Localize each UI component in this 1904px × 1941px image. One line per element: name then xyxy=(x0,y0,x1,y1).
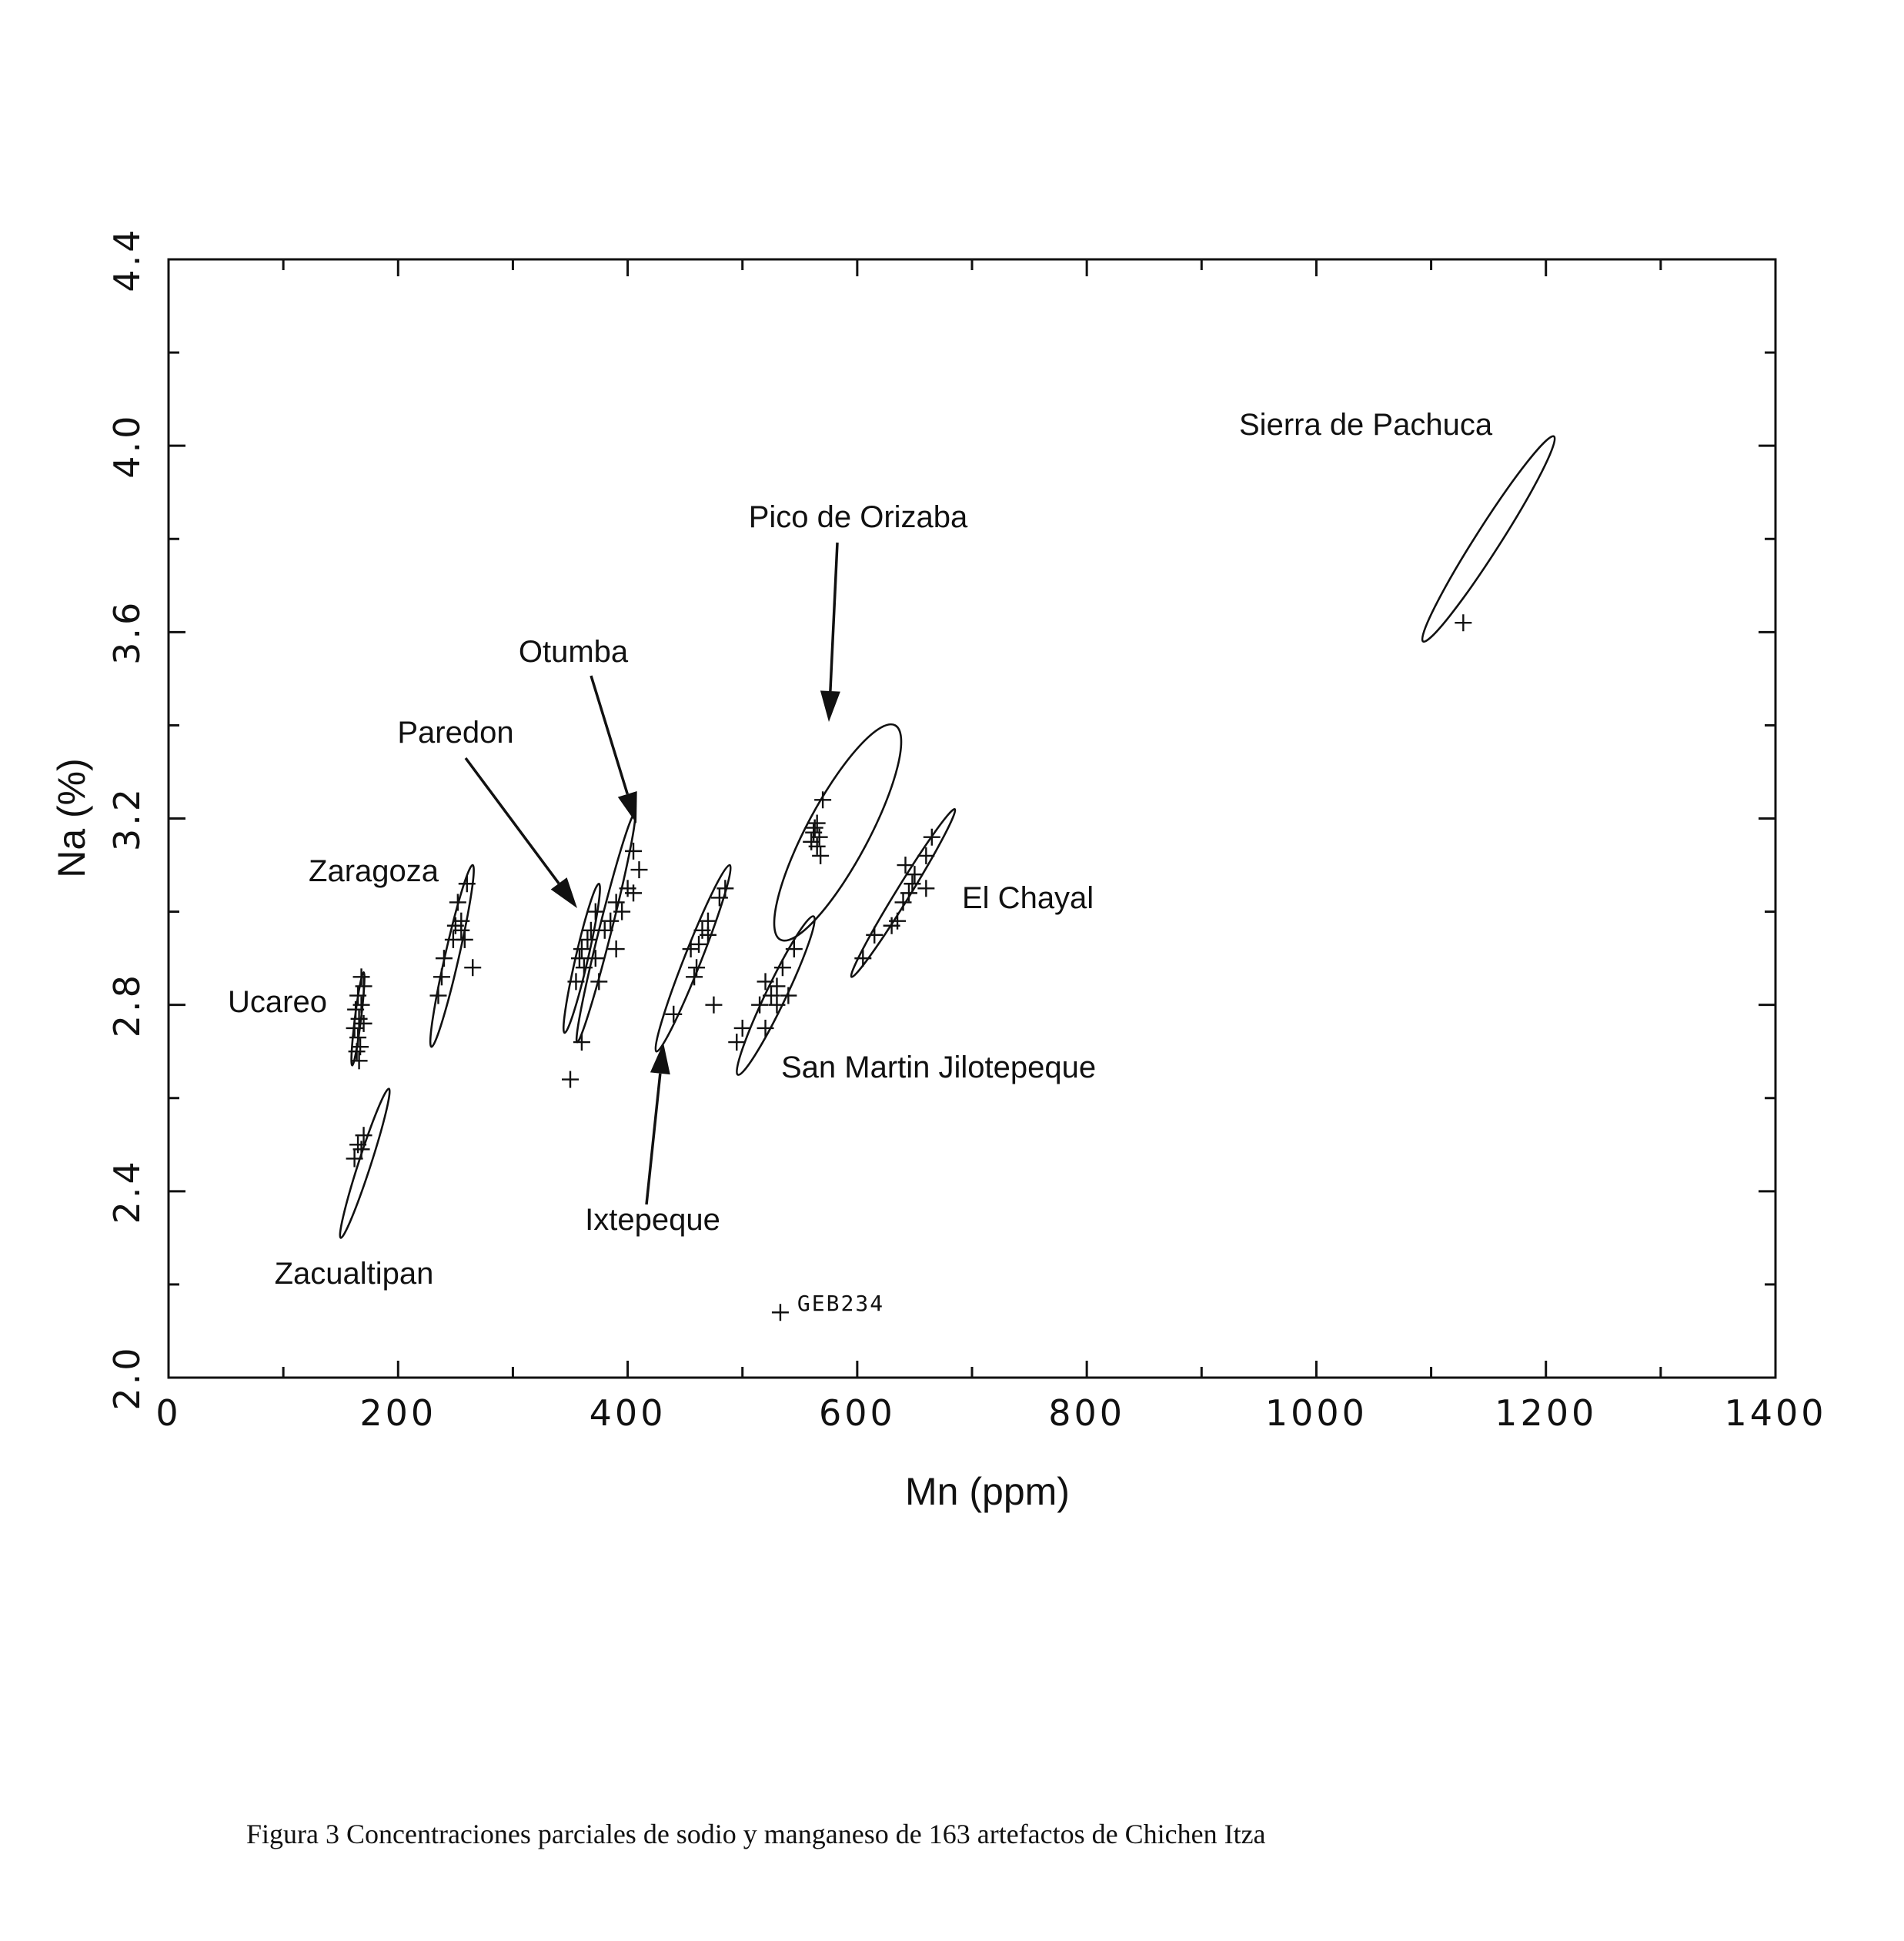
point-zaragoza xyxy=(429,987,446,1004)
arrow-paredon xyxy=(466,758,577,908)
y-axis-title: Na (%) xyxy=(50,758,93,878)
arrow-otumba xyxy=(591,676,637,824)
point-sierra-de-pachuca xyxy=(1455,614,1471,631)
ellipse-sierra-de-pachuca xyxy=(1413,429,1565,648)
point-ucareo xyxy=(353,968,370,985)
x-tick-label: 1400 xyxy=(1724,1392,1827,1434)
axis-tick-labels xyxy=(106,226,1827,1434)
y-tick-label: 3.2 xyxy=(106,785,148,852)
group-ellipses xyxy=(335,429,1565,1239)
label-zacualtipan: Zacualtipan xyxy=(274,1257,434,1291)
point-ixtepeque xyxy=(686,968,703,985)
ellipse-zacualtipan xyxy=(335,1087,395,1240)
arrow-pico-de-orizaba xyxy=(820,543,840,722)
point-paredon xyxy=(576,959,593,976)
label-otumba: Otumba xyxy=(518,635,629,669)
arrow-head xyxy=(618,791,637,824)
x-tick-label: 0 xyxy=(155,1392,182,1434)
point-pico-de-orizaba xyxy=(812,847,829,864)
arrow-head xyxy=(820,690,840,722)
point-ixtepeque xyxy=(665,1006,682,1023)
point-zaragoza xyxy=(436,950,453,967)
point-san-martin-jilotepeque xyxy=(774,959,791,976)
point-otumba xyxy=(630,861,647,878)
label-san-martin-jilotepeque: San Martin Jilotepeque xyxy=(781,1051,1097,1084)
point-san-martin-jilotepeque xyxy=(786,940,803,957)
x-tick-label: 200 xyxy=(359,1392,437,1434)
point-zaragoza xyxy=(449,894,466,910)
x-axis-title: Mn (ppm) xyxy=(905,1470,1070,1513)
point-otumba xyxy=(573,1034,590,1051)
point-zacualtipan xyxy=(346,1150,363,1167)
point-otumba xyxy=(590,973,607,990)
plot-frame xyxy=(169,259,1775,1378)
outlier-label: GEB234 xyxy=(797,1291,885,1317)
label-ucareo: Ucareo xyxy=(228,985,327,1019)
axis-ticks xyxy=(169,259,1775,1378)
y-tick-label: 4.4 xyxy=(106,226,148,292)
arrow-shaft xyxy=(646,1074,660,1204)
point-otumba xyxy=(608,940,625,957)
point-zaragoza xyxy=(433,968,450,985)
point-zaragoza xyxy=(464,959,481,976)
label-ixtepeque: Ixtepeque xyxy=(585,1203,720,1237)
arrow-ixtepeque xyxy=(646,1043,670,1204)
y-tick-label: 2.4 xyxy=(106,1158,148,1224)
point-zaragoza xyxy=(456,931,473,948)
point-el-chayal xyxy=(897,857,914,874)
y-tick-label: 4.0 xyxy=(106,413,148,479)
x-tick-label: 1200 xyxy=(1495,1392,1598,1434)
point-el-chayal xyxy=(924,829,940,846)
point-ixtepeque xyxy=(705,997,722,1014)
x-tick-label: 800 xyxy=(1048,1392,1126,1434)
group-labels xyxy=(228,408,1493,1316)
label-pico-de-orizaba: Pico de Orizaba xyxy=(748,500,968,534)
point-ixtepeque xyxy=(688,959,705,976)
arrow-shaft xyxy=(591,676,627,794)
point-el-chayal xyxy=(917,847,934,864)
point-outlier xyxy=(772,1304,789,1321)
y-tick-label: 3.6 xyxy=(106,599,148,665)
arrow-shaft xyxy=(830,543,837,691)
figure-caption: Figura 3 Concentraciones parciales de sodio y manganeso de 163 artefactos de Chichen Itza xyxy=(246,1819,1266,1849)
x-tick-label: 600 xyxy=(818,1392,896,1434)
point-san-martin-jilotepeque xyxy=(757,1020,774,1037)
label-sierra-de-pachuca: Sierra de Pachuca xyxy=(1239,408,1493,442)
ellipse-zaragoza xyxy=(425,864,479,1048)
point-el-chayal xyxy=(917,880,934,897)
sample-points xyxy=(346,614,1472,1321)
label-zaragoza: Zaragoza xyxy=(309,854,439,888)
arrow-head xyxy=(551,877,577,908)
point-ucareo xyxy=(352,1038,369,1055)
point-el-chayal xyxy=(906,866,923,883)
label-paredon: Paredon xyxy=(397,716,514,750)
point-zacualtipan xyxy=(353,1141,370,1158)
point-san-martin-jilotepeque xyxy=(780,987,797,1004)
point-ucareo xyxy=(351,1052,368,1069)
point-el-chayal xyxy=(854,950,871,967)
ellipse-otumba xyxy=(571,812,640,1044)
y-tick-label: 2.8 xyxy=(106,972,148,1038)
x-tick-label: 400 xyxy=(589,1392,666,1434)
x-tick-label: 1000 xyxy=(1264,1392,1368,1434)
point-otumba xyxy=(625,843,642,860)
y-tick-label: 2.0 xyxy=(106,1345,148,1411)
arrow-shaft xyxy=(466,758,559,884)
point-paredon xyxy=(562,1071,579,1088)
label-el-chayal: El Chayal xyxy=(962,881,1094,915)
point-el-chayal xyxy=(904,875,920,892)
point-san-martin-jilotepeque xyxy=(751,997,768,1014)
